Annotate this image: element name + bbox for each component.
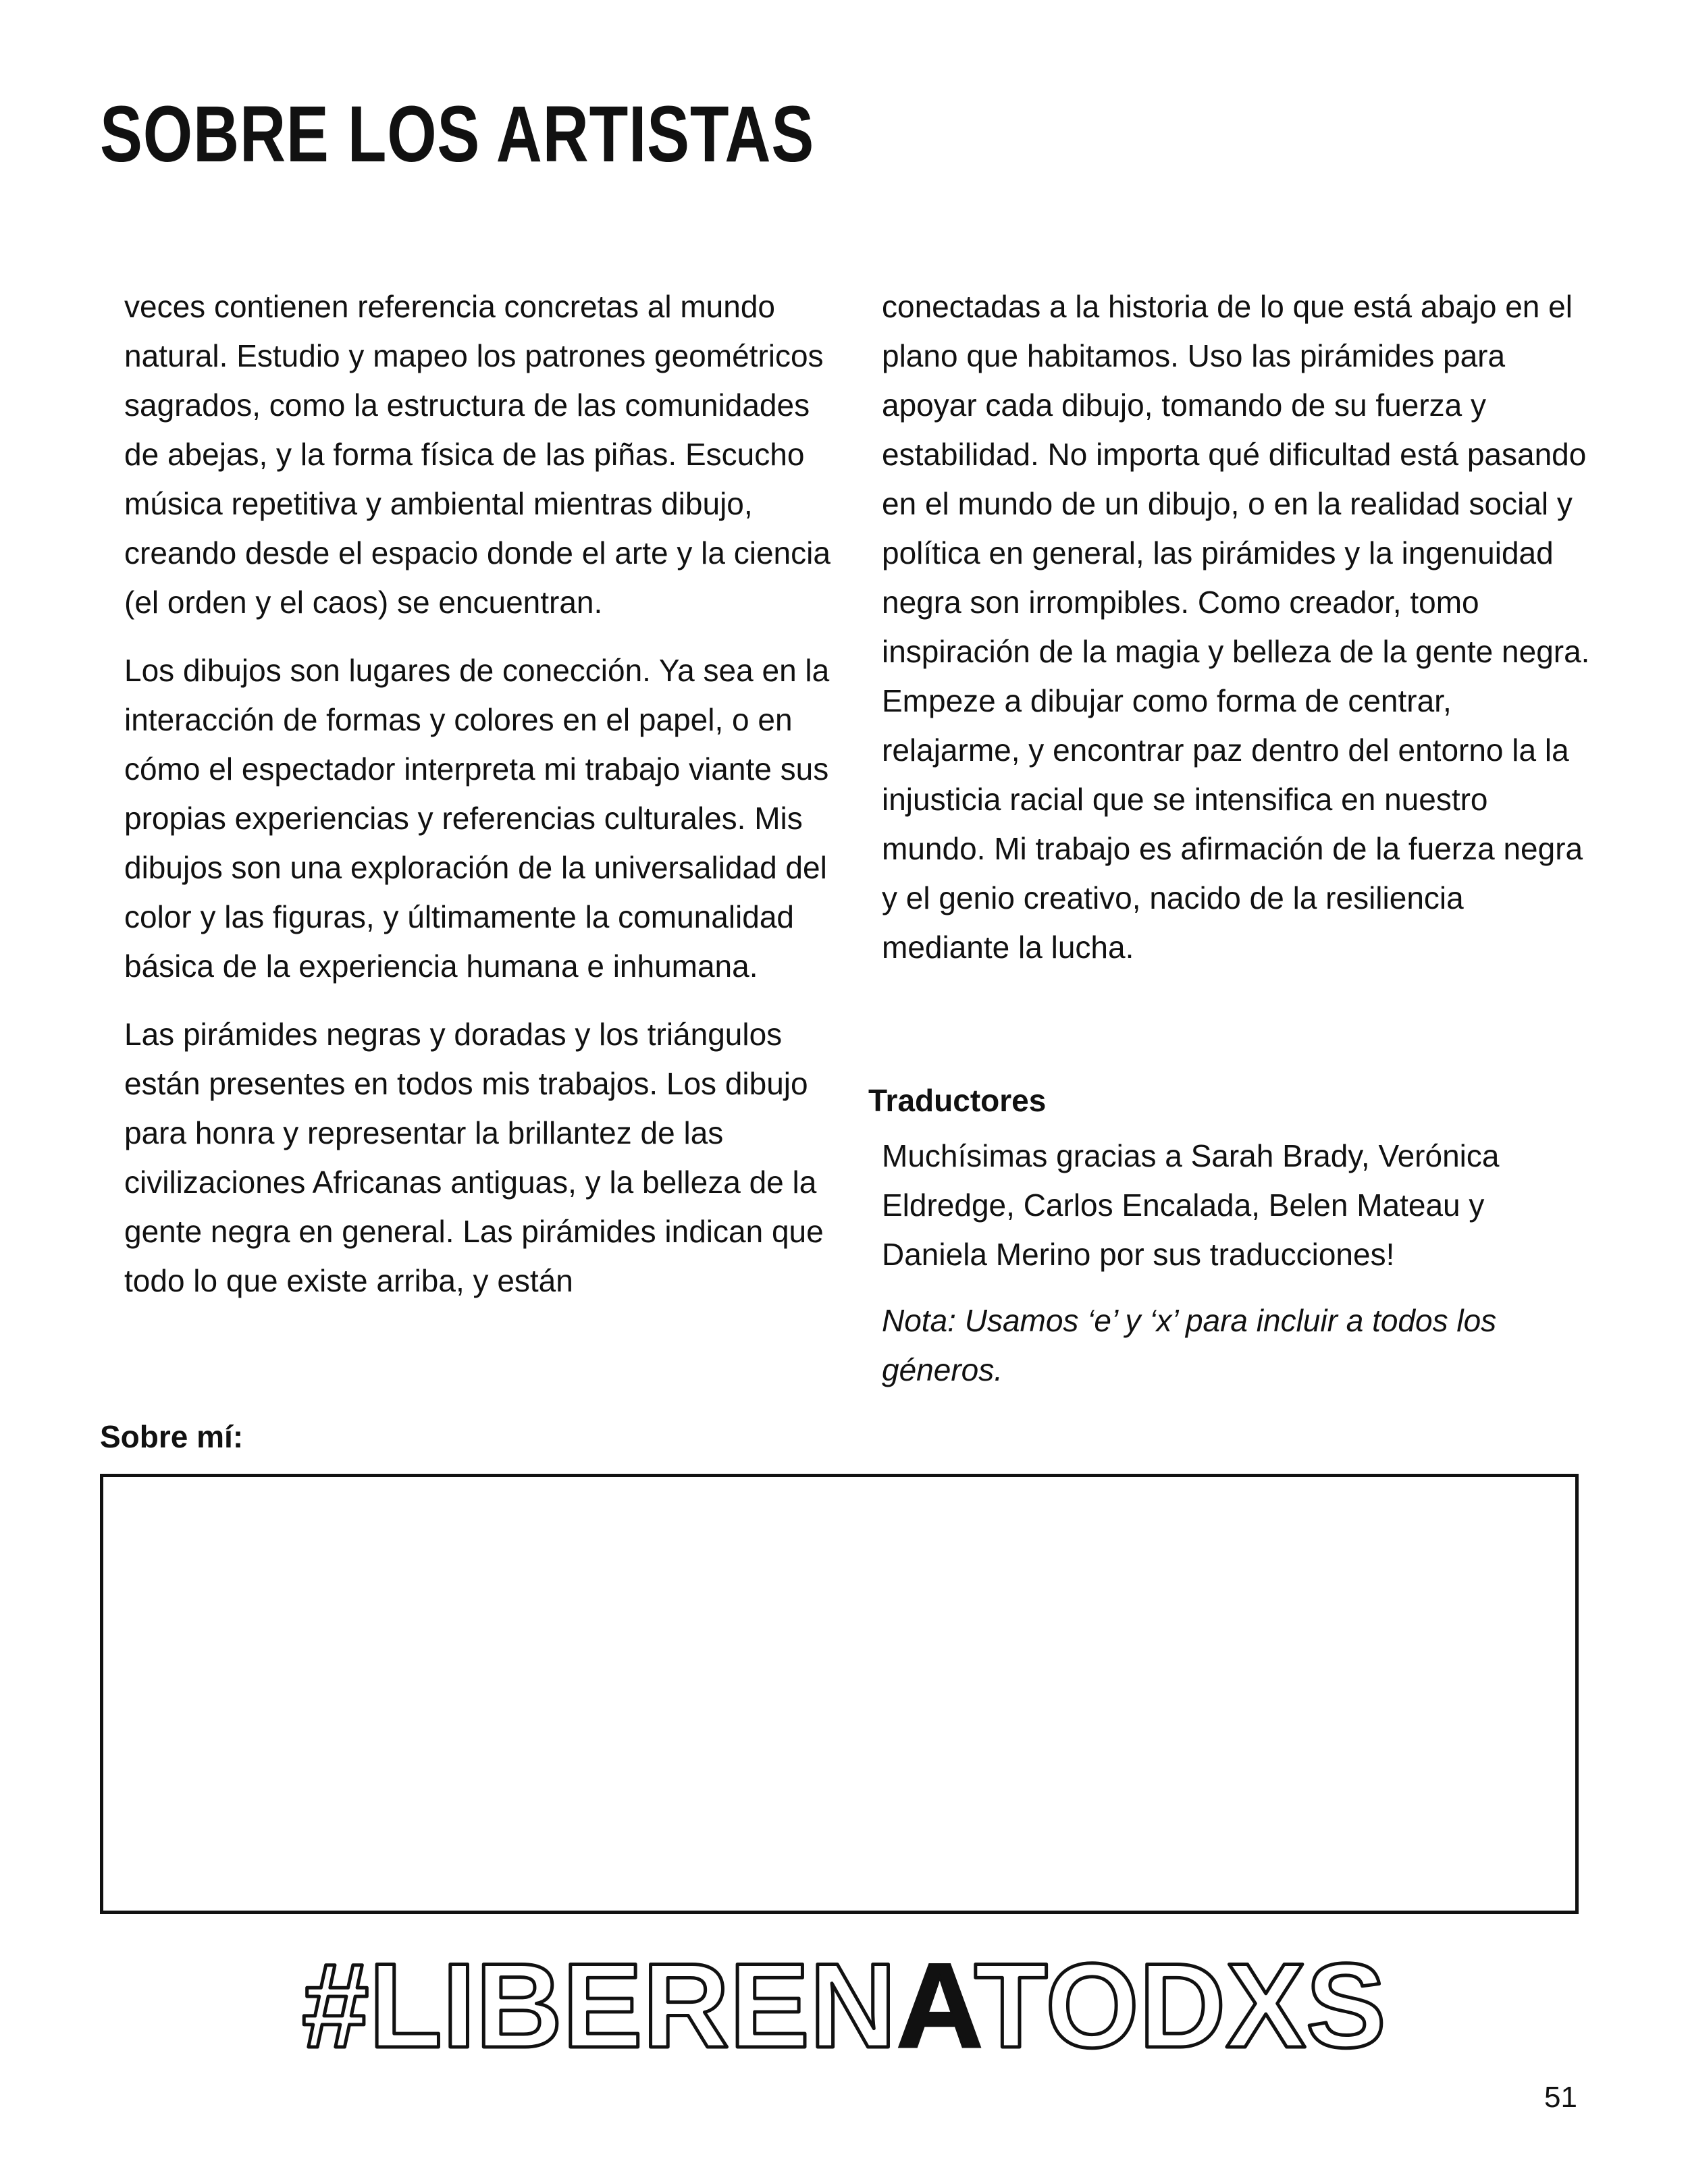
left-column bbox=[124, 282, 840, 1306]
page-number: 51 bbox=[1544, 2081, 1577, 2114]
page-title: SOBRE LOS ARTISTAS bbox=[100, 90, 815, 179]
hashtag-banner bbox=[0, 1944, 1688, 2079]
hashtag-text bbox=[302, 1944, 1386, 2073]
left-paragraph-1: veces contienen referencia concretas al mundo natural. Estudio y mapeo los patrones geométricos sagrados, como la estructura de las comunidades de abejas, y la forma física de las piñas. Escucho música repetitiva y ambiental mientras dibujo, creando desde el espacio donde el arte y la ciencia (el orden y el caos) se encuentran. bbox=[124, 289, 830, 620]
translators-note: Nota: Usamos ‘e’ y ‘x’ para incluir a todos los géneros. bbox=[882, 1303, 1497, 1387]
right-column bbox=[882, 282, 1598, 972]
about-me-heading: Sobre mí: bbox=[100, 1419, 244, 1454]
hashtag-highlight: A bbox=[896, 1944, 974, 2073]
left-paragraph-2: Los dibujos son lugares de conección. Ya sea en la interacción de formas y colores en el papel, o en cómo el espectador interpreta mi trabajo viante sus propias experiencias y referencias culturales. Mis dibujos son una exploración de la universalidad del color y las figuras, y últimamente la comunalidad básica de la experiencia humana e inhumana. bbox=[124, 653, 830, 984]
translators-heading: Traductores bbox=[868, 1083, 1047, 1118]
about-me-writing-box[interactable] bbox=[100, 1474, 1579, 1914]
right-paragraph: conectadas a la historia de lo que está abajo en el plano que habitamos. Uso las pirámides para apoyar cada dibujo, tomando de su fuerza y estabilidad. No importa qué dificultad está pasando en el mundo de un dibujo, o en la realidad social y política en general, las pirámides y la ingenuidad negra son irrompibles. Como creador, tomo inspiración de la magia y belleza de la gente negra. Empeze a dibujar como forma de centrar, relajarme, y encontrar paz dentro del entorno la la injusticia racial que se intensifica en nuestro mundo. Mi trabajo es afirmación de la fuerza negra y el genio creativo, nacido de la resiliencia mediante la lucha. bbox=[882, 289, 1590, 965]
hashtag-suffix: TODXS bbox=[974, 1944, 1386, 2073]
translators-thanks: Muchísimas gracias a Sarah Brady, Verónica Eldredge, Carlos Encalada, Belen Mateau y Daniela Merino por sus traducciones! bbox=[882, 1138, 1500, 1272]
left-paragraph-3: Las pirámides negras y doradas y los triángulos están presentes en todos mis trabajos. Los dibujo para honra y representar la brillantez de las civilizaciones Africanas antiguas, y la belleza de la gente negra en general. Las pirámides indican que todo lo que existe arriba, y están bbox=[124, 1017, 824, 1298]
hashtag-prefix: #LIBEREN bbox=[302, 1944, 897, 2073]
